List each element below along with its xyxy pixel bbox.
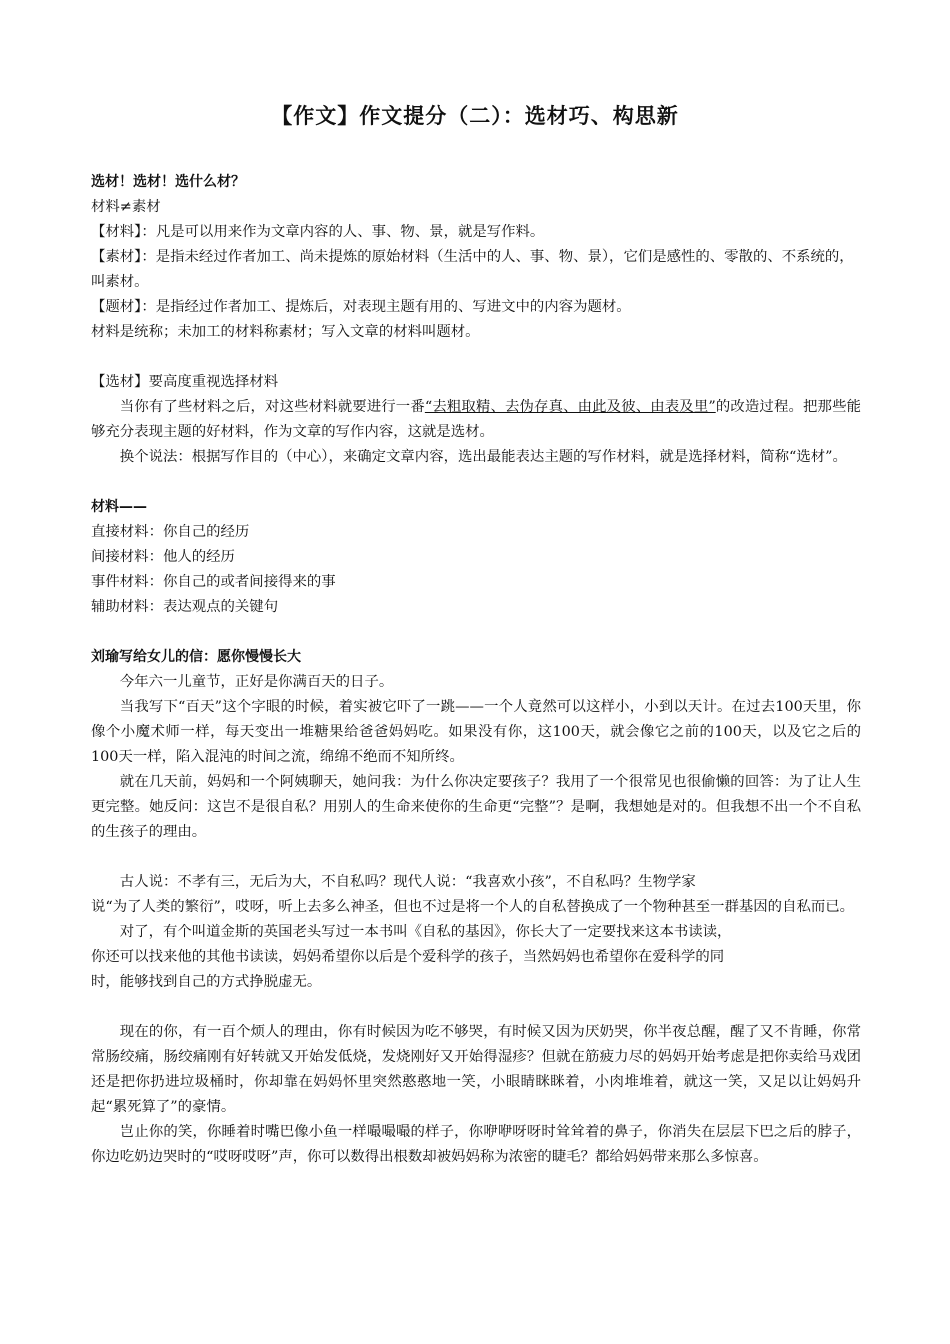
section-heading-letter: 刘瑜写给女儿的信：愿你慢慢长大 (91, 649, 301, 665)
paragraph: 就在几天前，妈妈和一个阿姨聊天，她问我：为什么你决定要孩子？我用了一个很常见也很偷懒的回答：为了让人生更完整。她反问：这岂不是很自私？用别人的生命来使你的生命更“完整”？是啊，我想她是对的。但我想不出一个不自私的生孩子的理由。 (91, 774, 861, 840)
paragraph: 【题材】：是指经过作者加工、提炼后，对表现主题有用的、写进文中的内容为题材。 (91, 299, 631, 315)
paragraph: 换个说法：根据写作目的（中心），来确定文章内容，选出最能表达主题的写作材料，就是选择材料，简称“选材”。 (119, 449, 847, 465)
section-heading-xuancai: 【选材】要高度重视选择材料 (91, 374, 279, 390)
list-item: 辅助材料：表达观点的关键句 (91, 599, 279, 615)
paragraph: 今年六一儿童节，正好是你满百天的日子。 (119, 674, 394, 690)
paragraph: 材料≠素材 (91, 199, 161, 215)
list-item: 间接材料：他人的经历 (91, 549, 235, 565)
section-heading-materials: 材料—— (91, 499, 147, 515)
paragraph: 岂止你的笑，你睡着时嘴巴像小鱼一样嘬嘬嘬的样子，你咿咿呀呀时耸耸着的鼻子，你消失在层层下巴之后的脖子，你边吃奶边哭时的“哎呀哎呀”声，你可以数得出根数却被妈妈称为浓密的睫毛？都给妈妈带来那么多惊喜。 (91, 1124, 861, 1165)
paragraph: 【材料】：凡是可以用来作为文章内容的人、事、物、景，就是写作料。 (91, 224, 545, 240)
underlined-phrase: “去粗取精、去伪存真、由此及彼、由表及里” (424, 399, 716, 415)
list-item: 事件材料：你自己的或者间接得来的事 (91, 574, 336, 590)
list-item: 直接材料：你自己的经历 (91, 524, 250, 540)
paragraph: 当我写下“百天”这个字眼的时候，着实被它吓了一跳——一个人竟然可以这样小，小到以天计。在过去100天里，你像个小魔术师一样，每天变出一堆糖果给爸爸妈妈吃。如果没有你，这100天，就会像它之前的100天，以及它之后的100天一样，陷入混沌的时间之流，绵绵不绝而不知所终。 (91, 699, 861, 765)
document-body (91, 170, 861, 1170)
paragraph: 【素材】：是指未经过作者加工、尚未提炼的原始材料（生活中的人、事、物、景），它们是感性的、零散的、不系统的，叫素材。 (91, 249, 854, 290)
paragraph: 对了，有个叫道金斯的英国老头写过一本书叫《自私的基因》，你长大了一定要找来这本书读读， 你还可以找来他的其他书读读，妈妈希望你以后是个爱科学的孩子，当然妈妈也希望你在爱科学的同 时，能够找到自己的方式挣脱虚无。 (91, 924, 732, 990)
section-heading-select-material: 选材！选材！选什么材？ (91, 174, 245, 190)
paragraph: 现在的你，有一百个烦人的理由，你有时候因为吃不够哭，有时候又因为厌奶哭，你半夜总醒，醒了又不肯睡，你常常肠绞痛，肠绞痛刚有好转就又开始发低烧，发烧刚好又开始得湿疹？但就在筋疲力尽的妈妈开始考虑是把你卖给马戏团还是把你扔进垃圾桶时，你却靠在妈妈怀里突然憨憨地一笑，小眼睛眯眯着，小肉堆堆着，就这一笑，又足以让妈妈升起“累死算了”的豪情。 (91, 1024, 861, 1115)
paragraph: 当你有了些材料之后，对这些材料就要进行一番“去粗取精、去伪存真、由此及彼、由表及里”的改造过程。把那些能够充分表现主题的好材料，作为文章的写作内容，这就是选材。 (91, 399, 861, 440)
document-title: 【作文】作文提分（二）：选材巧、构思新 (271, 104, 679, 128)
paragraph: 古人说：不孝有三，无后为大，不自私吗？现代人说：“我喜欢小孩”，不自私吗？生物学家 说“为了人类的繁衍”，哎呀，听上去多么神圣，但也不过是将一个人的自私替换成了一个物种甚至一群基因的自私而已。 (91, 874, 855, 915)
paragraph: 材料是统称；未加工的材料称素材；写入文章的材料叫题材。 (91, 324, 480, 340)
